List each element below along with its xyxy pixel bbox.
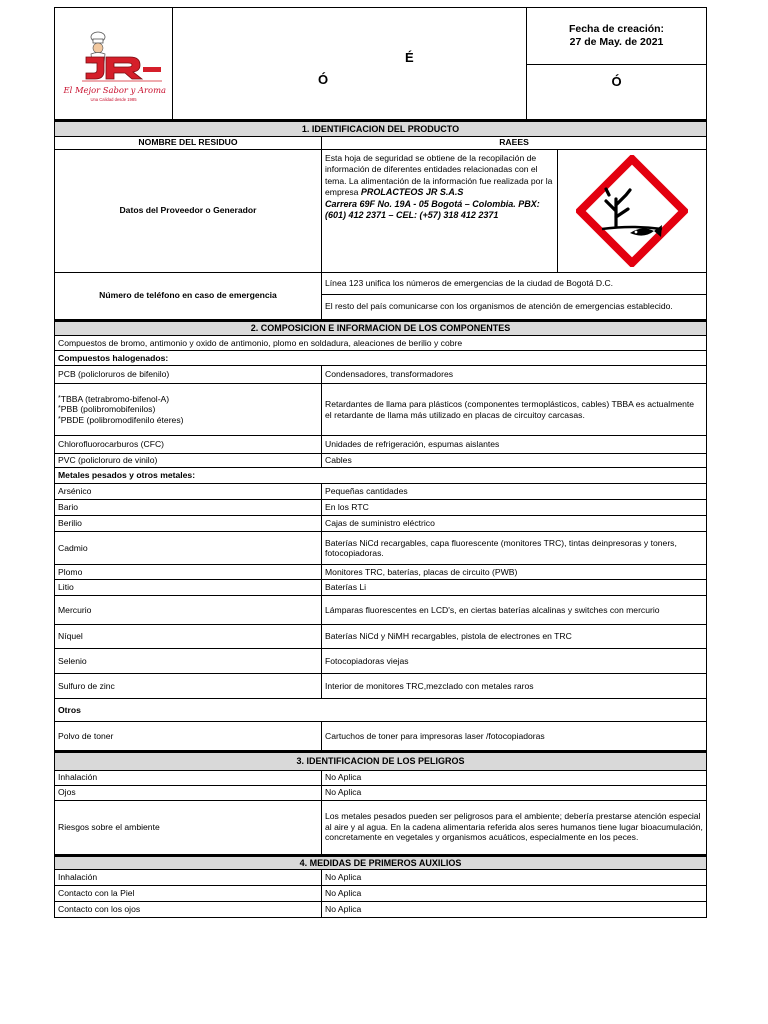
metal-name: Cadmio [55, 532, 322, 565]
metal-use: Lámparas fluorescentes en LCD's, en ciertas baterías alcalinas y switches con mercurio [322, 596, 707, 625]
section-title: 3. IDENTIFICACION DE LOS PELIGROS [55, 752, 707, 770]
component-name: Chlorofluorocarburos (CFC) [55, 436, 322, 454]
metal-use: Monitores TRC, baterías, placas de circuito (PWB) [322, 565, 707, 580]
component-name: PCB (policloruros de bifenilo) [55, 366, 322, 384]
section-hazards [54, 751, 707, 855]
title-char: Ó [611, 74, 622, 89]
hazard-value: No Aplica [322, 785, 707, 800]
creation-date: 27 de May. de 2021 [569, 36, 664, 48]
component-use: Unidades de refrigeración, espumas aislantes [322, 436, 707, 454]
component-name: PVC (policloruro de vinilo) [55, 454, 322, 468]
document-title-cell [173, 8, 527, 120]
metal-use: Baterías NiCd recargables, capa fluorescente (monitores TRC), tintas deinpresoras y toners, fotocopiadoras. [322, 532, 707, 565]
logo-slogan: El Mejor Sabor y Aroma [63, 85, 167, 96]
title-char: É [405, 49, 414, 65]
provider-address: Carrera 69F No. 19A - 05 Bogotá – Colombia. PBX: (601) 412 2371 – CEL: (+57) 318 412 2371 [325, 198, 540, 220]
metal-name: Sulfuro de zinc [55, 674, 322, 699]
first-aid-label: Contacto con la Piel [55, 886, 322, 902]
provider-label: Datos del Proveedor o Generador [55, 149, 322, 272]
component-name: TBBA (tetrabromo-bifenol-A) [60, 393, 170, 404]
metal-name: Mercurio [55, 596, 322, 625]
creation-date-cell [527, 8, 707, 65]
metal-name: Arsénico [55, 484, 322, 500]
first-aid-value: No Aplica [322, 870, 707, 886]
first-aid-value: No Aplica [322, 886, 707, 902]
composition-intro: Compuestos de bromo, antimonio y oxido de antimonio, plomo en soldadura, aleaciones de berilio y cobre [55, 336, 707, 351]
component-use: Cables [322, 454, 707, 468]
section-composition [54, 320, 707, 752]
first-aid-value: No Aplica [322, 902, 707, 918]
version-cell [527, 65, 707, 120]
metal-name: Berilio [55, 516, 322, 532]
emergency-line-1: Línea 123 unifica los números de emergencias de la ciudad de Bogotá D.C. [322, 272, 707, 294]
hazard-value: Los metales pesados pueden ser peligrosos para el ambiente; debería prestarse atención especial al aire y al agua. En la cadena alimentaria referida alos seres humanos tiene lugar bioacumulación, concretamente en vegetales y organismos acuáticos, especialmente en los peces. [322, 800, 707, 854]
first-aid-label: Contacto con los ojos [55, 902, 322, 918]
metal-name: Litio [55, 580, 322, 596]
hazard-label: Riesgos sobre el ambiente [55, 800, 322, 854]
provider-company: PROLACTEOS JR S.A.S [360, 187, 464, 197]
section-first-aid [54, 855, 707, 919]
company-logo [55, 8, 173, 120]
bfr-list: *TBBA (tetrabromo-bifenol-A) *PBB (polibromobifenilos) *PBDE (polibromodifenilo éteres) [55, 384, 322, 436]
metal-name: Plomo [55, 565, 322, 580]
metal-use: Baterías Li [322, 580, 707, 596]
metal-name: Níquel [55, 625, 322, 649]
component-name: PBDE (polibromodifenilo éteres) [60, 414, 184, 425]
creation-label: Fecha de creación: [568, 23, 665, 35]
hazard-label: Inhalación [55, 770, 322, 785]
provider-info [322, 149, 558, 272]
metal-use: Baterías NiCd y NiMH recargables, pistola de electrones en TRC [322, 625, 707, 649]
provider-text: Esta hoja de seguridad se obtiene de la recopilación de información de diferentes entidades relacionadas con el tema. La alimentación de la información fue realizada por la empresa [325, 152, 553, 197]
document-header [54, 7, 707, 120]
metal-name: Selenio [55, 649, 322, 674]
chef-mascot-icon [64, 27, 164, 85]
environment-hazard-icon [576, 155, 688, 267]
hazard-label: Ojos [55, 785, 322, 800]
section-title: 4. MEDIDAS DE PRIMEROS AUXILIOS [55, 856, 707, 870]
hazard-value: No Aplica [322, 770, 707, 785]
component-use: Condensadores, transformadores [322, 366, 707, 384]
ghs-pictogram-cell [558, 149, 707, 272]
section-title: 1. IDENTIFICACION DEL PRODUCTO [55, 121, 707, 136]
metal-name: Bario [55, 500, 322, 516]
metal-use: En los RTC [322, 500, 707, 516]
section-identification [54, 120, 707, 320]
others-title: Otros [55, 699, 707, 722]
component-name: Polvo de toner [55, 722, 322, 751]
metals-title: Metales pesados y otros metales: [55, 468, 707, 484]
metal-use: Cajas de suministro eléctrico [322, 516, 707, 532]
logo-slogan-sub: Una Calidad desde 1985 [90, 97, 137, 103]
first-aid-label: Inhalación [55, 870, 322, 886]
residue-value: RAEES [322, 136, 707, 149]
component-name: PBB (polibromobifenilos) [60, 404, 156, 415]
section-title: 2. COMPOSICION E INFORMACION DE LOS COMPONENTES [55, 321, 707, 336]
halogen-title: Compuestos halogenados: [55, 351, 707, 366]
emergency-label: Número de teléfono en caso de emergencia [55, 272, 322, 319]
component-use: Retardantes de llama para plásticos (componentes termoplásticos, cables) TBBA es actualmente el retardante de llama más utilizado en placas de circuitoy carcasas. [322, 384, 707, 436]
residue-label: NOMBRE DEL RESIDUO [55, 136, 322, 149]
metal-use: Interior de monitores TRC,mezclado con metales raros [322, 674, 707, 699]
metal-use: Fotocopiadoras viejas [322, 649, 707, 674]
title-char: Ó [318, 71, 329, 87]
component-use: Cartuchos de toner para impresoras laser /fotocopiadoras [322, 722, 707, 751]
metal-use: Pequeñas cantidades [322, 484, 707, 500]
emergency-line-2: El resto del país comunicarse con los organismos de atención de emergencias establecido. [322, 294, 707, 319]
safety-data-sheet [54, 7, 706, 918]
